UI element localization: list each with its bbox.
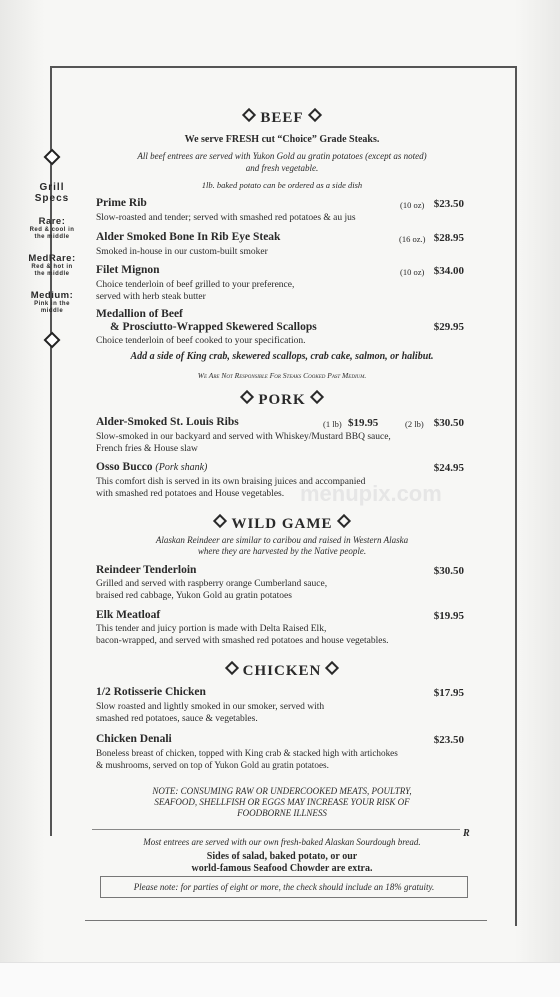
wild-game-heading: WILD GAME — [96, 516, 468, 533]
chicken-heading: CHICKEN — [96, 663, 468, 680]
diamond-icon — [8, 150, 96, 168]
item-denali-desc: Boneless breast of chicken, topped with King crab & stacked high with artichokes & mushrooms, served on top of Yukon Gold au gratin potatoes. — [96, 748, 398, 770]
gratuity-note: Please note: for parties of eight or more, the check should include an 18% gratuity. — [100, 876, 468, 898]
diamond-icon — [325, 661, 339, 675]
item-ribeye-size: (16 oz.) — [399, 234, 426, 244]
item-elk-name: Elk Meatloaf — [96, 609, 161, 621]
diamond-icon — [8, 333, 96, 351]
item-reindeer-desc: Grilled and served with raspberry orange Cumberland sauce, braised red cabbage, Yukon Gold au gratin potatoes — [96, 579, 328, 601]
item-ribs-size1: (1 lb) — [323, 419, 342, 429]
item-filet-name: Filet Mignon — [96, 264, 160, 276]
item-prime-rib-desc: Slow-roasted and tender; served with smashed red potatoes & au jus — [96, 213, 356, 223]
item-ribeye-price: $28.95 — [433, 232, 464, 244]
item-reindeer-price: $30.50 — [433, 565, 464, 577]
item-rotisserie-name: 1/2 Rotisserie Chicken — [96, 686, 206, 698]
footer-divider — [92, 829, 460, 830]
diamond-icon — [308, 108, 322, 122]
page-tab-icon: R — [463, 828, 470, 839]
item-filet-price: $34.00 — [433, 265, 464, 277]
frame-right-border — [515, 66, 517, 926]
spec-medrare-name: MedRare: — [28, 253, 76, 264]
item-elk-desc: This tender and juicy portion is made with Delta Raised Elk, bacon-wrapped, and served with smashed red potatoes and house vegetables. — [96, 624, 389, 646]
item-osso-bucco-desc: This comfort dish is served in its own braising juices and accompanied with smashed red potatoes and House vegetables. — [96, 477, 366, 499]
page-bottom-strip — [0, 962, 560, 997]
grill-specs-title: Grill Specs — [34, 182, 70, 204]
beef-note-line3: 1lb. baked potato can be ordered as a side dish — [201, 180, 363, 190]
footer-sides-line2: world-famous Seafood Chowder are extra. — [191, 863, 373, 874]
item-reindeer-name: Reindeer Tenderloin — [96, 564, 197, 576]
item-osso-bucco-price: $24.95 — [433, 462, 464, 474]
spec-medium-desc: Pink in the middle — [34, 301, 70, 314]
spec-medium-name: Medium: — [30, 290, 74, 301]
beef-note-line1: All beef entrees are served with Yukon Gold au gratin potatoes (except as noted) — [137, 151, 427, 161]
beef-addon: Add a side of King crab, skewered scallops, crab cake, salmon, or halibut. — [130, 351, 434, 362]
beef-disclaimer: We Are Not Responsible For Steaks Cooked Past Medium. — [197, 371, 367, 380]
item-denali-price: $23.50 — [433, 734, 464, 746]
frame-top-border — [50, 66, 515, 68]
diamond-icon — [213, 514, 227, 528]
item-prime-rib-price: $23.50 — [433, 198, 464, 210]
item-ribeye-name: Alder Smoked Bone In Rib Eye Steak — [96, 231, 281, 243]
item-ribs-name: Alder-Smoked St. Louis Ribs — [96, 416, 239, 428]
spec-medrare-desc: Red & hot in the middle — [31, 264, 73, 277]
diamond-icon — [310, 390, 324, 404]
item-filet-size: (10 oz) — [400, 267, 425, 277]
health-warning: NOTE: CONSUMING RAW OR UNDERCOOKED MEATS, POULTRY, SEAFOOD, SHELLFISH OR EGGS MAY INCREASE YOUR RISK OF FOODBORNE ILLNESS — [152, 786, 412, 818]
item-filet-desc: Choice tenderloin of beef grilled to your preference, served with herb steak butter — [96, 280, 295, 302]
beef-intro: We serve FRESH cut “Choice” Grade Steaks. — [184, 134, 380, 145]
diamond-icon — [336, 514, 350, 528]
beef-heading: BEEF — [96, 110, 468, 127]
diamond-icon — [240, 390, 254, 404]
item-ribs-price2: $30.50 — [433, 417, 464, 429]
item-denali-name: Chicken Denali — [96, 733, 172, 745]
spec-rare-name: Rare: — [38, 216, 66, 227]
item-rotisserie-price: $17.95 — [433, 687, 464, 699]
item-medallion-desc: Choice tenderloin of beef cooked to your specification. — [96, 336, 306, 346]
watermark: menupix.com — [300, 481, 442, 506]
diamond-icon — [225, 661, 239, 675]
beef-note-line2: and fresh vegetable. — [245, 163, 319, 173]
grill-specs-sidebar — [8, 150, 96, 351]
item-ribs-price1: $19.95 — [348, 417, 379, 429]
spec-rare-desc: Red & cool in the middle — [29, 227, 75, 240]
footer-bread-note: Most entrees are served with our own fresh-baked Alaskan Sourdough bread. — [143, 837, 421, 847]
item-elk-price: $19.95 — [433, 610, 464, 622]
wild-game-intro-line2: where they are harvested by the Native people. — [197, 546, 367, 556]
pork-heading: PORK — [96, 392, 468, 409]
wild-game-intro-line1: Alaskan Reindeer are similar to caribou and raised in Western Alaska — [155, 535, 409, 545]
item-medallion-name-line2: & Prosciutto-Wrapped Skewered Scallops — [110, 321, 317, 333]
item-rotisserie-desc: Slow roasted and lightly smoked in our smoker, served with smashed red potatoes, sauce & vegetables. — [96, 702, 325, 724]
item-medallion-name-line1: Medallion of Beef — [96, 308, 183, 320]
item-ribeye-desc: Smoked in-house in our custom-built smoker — [96, 247, 268, 257]
frame-bottom-border — [85, 920, 487, 921]
item-medallion-price: $29.95 — [433, 321, 464, 333]
item-osso-bucco-name: Osso Bucco (Pork shank) — [96, 461, 208, 473]
item-prime-rib-size: (10 oz) — [400, 200, 425, 210]
item-ribs-size2: (2 lb) — [405, 419, 424, 429]
diamond-icon — [242, 108, 256, 122]
item-ribs-desc: Slow-smoked in our backyard and served with Whiskey/Mustard BBQ sauce, French fries & House slaw — [96, 432, 391, 454]
footer-sides-line1: Sides of salad, baked potato, or our — [206, 851, 358, 862]
item-prime-rib-name: Prime Rib — [96, 197, 147, 209]
